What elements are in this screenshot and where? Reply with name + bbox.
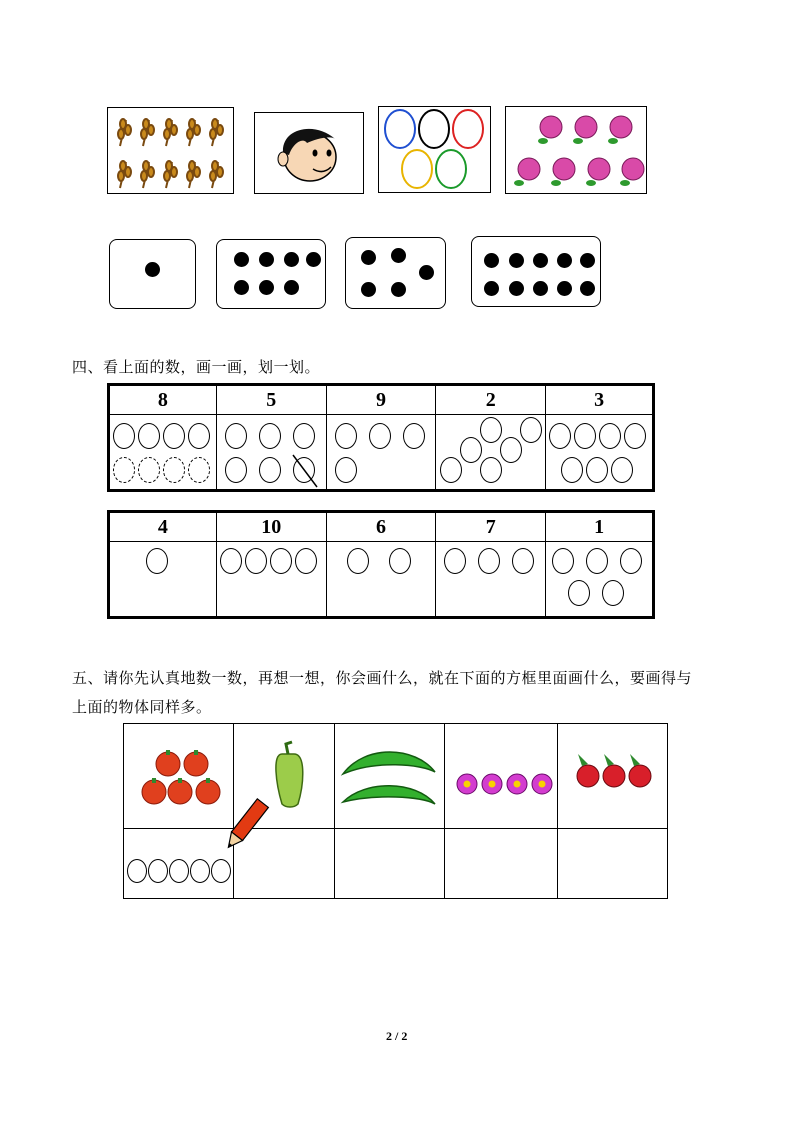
table-header: 10 <box>216 512 326 542</box>
radish-cell <box>558 724 668 829</box>
dice-seven <box>216 239 326 309</box>
boy-face-icon <box>255 113 362 192</box>
section-5-title-line-1: 五、请你先认真地数一数，再想一想，你会画什么，就在下面的方框里面画什么，要画得与 <box>72 669 693 687</box>
table-header: 1 <box>546 512 654 542</box>
count-table-1 <box>107 383 655 492</box>
dot <box>509 281 524 296</box>
page-number: 2 / 2 <box>386 1029 408 1043</box>
section-4-title: 四、看上面的数，画一画，划一划。 <box>72 358 321 376</box>
table-cell <box>109 415 217 491</box>
dot <box>259 280 274 295</box>
dot <box>580 281 595 296</box>
table-cell <box>216 542 326 618</box>
answer-cell[interactable] <box>335 829 444 899</box>
answer-cell[interactable] <box>124 829 234 899</box>
olympic-rings-icon <box>379 107 490 192</box>
dot <box>361 282 376 297</box>
table-cell <box>326 415 436 491</box>
table-header: 8 <box>109 385 217 415</box>
tomato-cell <box>124 724 234 829</box>
dot <box>484 281 499 296</box>
table-cell <box>216 415 326 491</box>
answer-cell[interactable] <box>444 829 557 899</box>
table-cell <box>326 542 436 618</box>
dot <box>557 253 572 268</box>
table-header: 2 <box>436 385 546 415</box>
answer-cell[interactable] <box>558 829 668 899</box>
table-cell <box>436 542 546 618</box>
dot <box>391 248 406 263</box>
table-header: 3 <box>546 385 654 415</box>
table-cell <box>546 415 654 491</box>
table-header: 6 <box>326 512 436 542</box>
cucumber-cell <box>335 724 444 829</box>
pencil-icon <box>220 795 270 857</box>
drawing-table <box>123 723 668 899</box>
table-header: 7 <box>436 512 546 542</box>
cross-out-mark <box>289 453 321 489</box>
dot <box>533 253 548 268</box>
dot <box>419 265 434 280</box>
rings-card <box>378 106 491 193</box>
dot <box>306 252 321 267</box>
table-header: 9 <box>326 385 436 415</box>
dot <box>284 252 299 267</box>
table-cell <box>546 542 654 618</box>
radish-icon <box>558 724 666 824</box>
dot <box>361 250 376 265</box>
dot <box>484 253 499 268</box>
dot <box>284 280 299 295</box>
dice-ten <box>471 236 601 307</box>
dot <box>259 252 274 267</box>
table-header: 5 <box>216 385 326 415</box>
flower-icon <box>506 107 646 193</box>
dice-five <box>345 237 446 309</box>
dot <box>509 253 524 268</box>
dot <box>234 252 249 267</box>
dot <box>234 280 249 295</box>
tomato-icon <box>124 724 232 824</box>
dot <box>557 281 572 296</box>
dot <box>580 253 595 268</box>
wheat-card <box>107 107 234 194</box>
flower-icon <box>445 724 557 824</box>
dot <box>145 262 160 277</box>
flowers-card <box>505 106 647 194</box>
table-header: 4 <box>109 512 217 542</box>
table-cell <box>109 542 217 618</box>
count-table-2 <box>107 510 655 619</box>
flower-cell <box>444 724 557 829</box>
dice-one <box>109 239 196 309</box>
dot <box>533 281 548 296</box>
table-cell <box>436 415 546 491</box>
dot <box>391 282 406 297</box>
wheat-icon <box>108 108 233 193</box>
boy-card <box>254 112 364 194</box>
cucumber-icon <box>335 724 443 824</box>
section-5-title-line-2: 上面的物体同样多。 <box>72 698 212 716</box>
